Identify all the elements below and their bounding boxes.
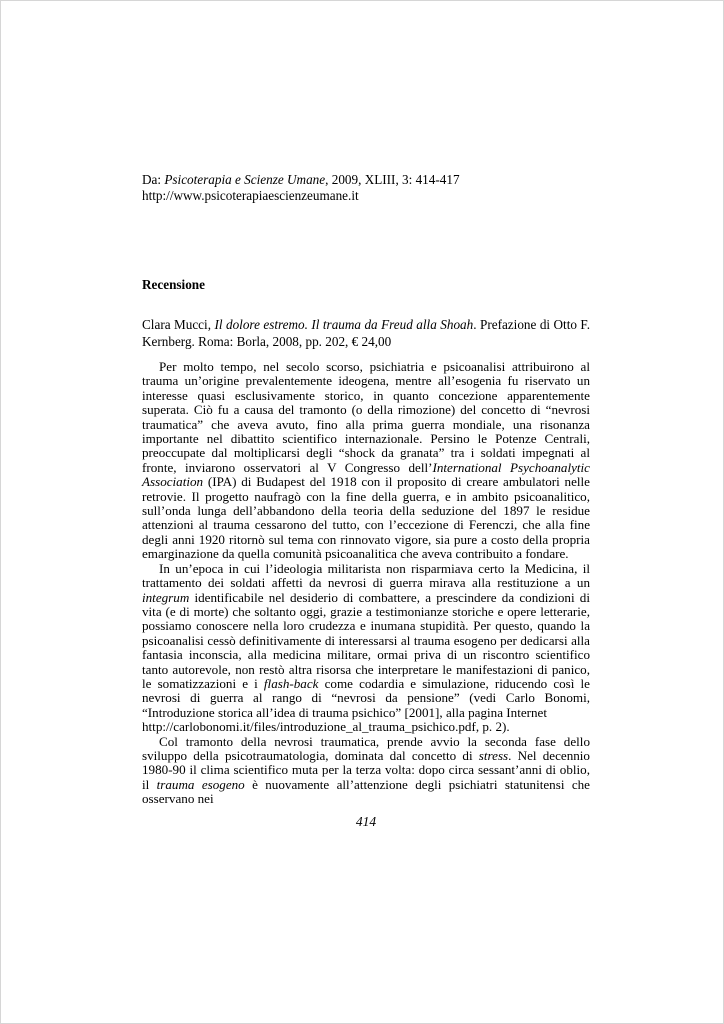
book-citation: Clara Mucci, Il dolore estremo. Il trauma da Freud alla Shoah. Prefazione di Otto F. Kernberg. Roma: Borla, 2008, pp. 202, € 24,00 (142, 317, 591, 349)
section-heading: Recensione (142, 277, 205, 292)
body-paragraph-1: Per molto tempo, nel secolo scorso, psichiatria e psicoanalisi attribuirono al trauma un’origine prevalentemente ideogena, mentre all’esogenia fu riservato un interesse quasi esclusivamente storico, in quanto concezione apparentemente superata. Ciò fu a causa del tramonto (o della rimozione) del concetto di “nevrosi traumatica” che aveva avuto, fino alla prima guerra mondiale, una risonanza importante nel dibattito scientifico internazionale. Persino le Potenze Centrali, preoccupate dal moltiplicarsi degli “shock da granata” tra i soldati impegnati al fronte, inviarono osservatori al V Congresso dell’International Psychoanalytic Association (IPA) di Budapest del 1918 con il proposito di creare ambulatori nelle retrovie. Il progetto naufragò con la fine della guerra, e in ambito psicoanalitico, sull’onda lunga dell’abbandono della teoria della seduzione del 1897 le residue attenzioni al trauma cessarono del tutto, con l’eccezione di Ferenczi, che alla fine degli anni 1920 ritornò sul tema con rinnovato vigore, sia pure a costo della propria emarginazione da quella comunità psicoanalitica che aveva contribuito a fondare. (142, 359, 590, 562)
journal-url: http://www.psicoterapiaescienzeumane.it (142, 188, 359, 203)
review-body (142, 360, 590, 807)
journal-source-line: Da: Psicoterapia e Scienze Umane, 2009, XLIII, 3: 414-417 (142, 172, 460, 187)
body-paragraph-3: Col tramonto della nevrosi traumatica, prende avvio la seconda fase dello sviluppo della psicotraumatologia, dominata dal concetto di stress. Nel decennio 1980-90 il clima scientifico muta per la terza volta: dopo circa sessant’anni di oblio, il trauma esogeno è nuovamente all’attenzione degli psichiatri statunitensi che osservano nei (142, 733, 590, 807)
body-paragraph-2: In un’epoca in cui l’ideologia militarista non risparmiava certo la Medicina, il trattamento dei soldati affetti da nevrosi di guerra mirava alla restituzione a un integrum identificabile nel desiderio di combattere, a prescindere da condizioni di vita (e di morte) che soltanto oggi, grazie a testimonianze storiche e opere letterarie, possiamo conoscere nella loro crudezza e inumana stupidità. Per questo, quando la psicoanalisi cessò definitivamente di interessarsi al trauma esogeno per dedicarsi alla fantasia inconscia, alla medicina militare, ormai priva di un riscontro scientifico tanto autorevole, non restò altra risorsa che interpretare le manifestazioni di panico, le somatizzazioni e i flash-back come codardia e simulazione, riducendo così le nevrosi di guerra al rango di “nevrosi da pensione” (vedi Carlo Bonomi, “Introduzione storica all’idea di trauma psichico” [2001], alla pagina Internet http://carlobonomi.it/files/introduzione_al_trauma_psichico.pdf, p. 2). (142, 560, 590, 735)
page-number: 414 (355, 814, 377, 829)
source-block (142, 172, 590, 204)
